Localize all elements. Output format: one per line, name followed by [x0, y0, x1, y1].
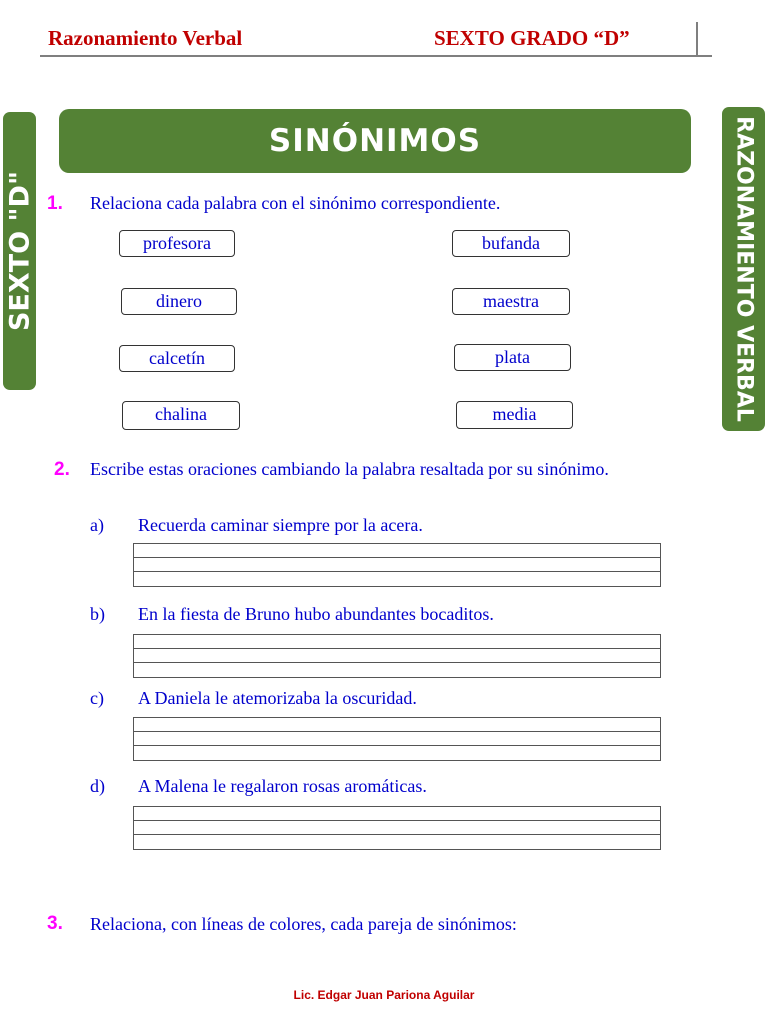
word-box-right: media — [456, 401, 573, 429]
q2-item-letter: c) — [90, 688, 104, 708]
word-box-left: profesora — [119, 230, 235, 257]
header-divider-tick — [696, 22, 698, 56]
q2-number: 2. — [54, 459, 70, 480]
q1-instruction: Relaciona cada palabra con el sinónimo correspondiente. — [90, 193, 501, 213]
footer-author: Lic. Edgar Juan Pariona Aguilar — [293, 988, 475, 1002]
side-label-right — [722, 107, 765, 431]
q2-item-sentence: A Daniela le atemorizaba la oscuridad. — [138, 688, 417, 708]
header-grade: SEXTO GRADO “D” — [434, 26, 630, 50]
q2-item-sentence: Recuerda caminar siempre por la acera. — [138, 515, 423, 535]
word-box-left: chalina — [122, 401, 240, 430]
q2-item-letter: a) — [90, 515, 104, 535]
side-label-left — [3, 112, 36, 390]
word-box-left: dinero — [121, 288, 237, 315]
word-box-right: plata — [454, 344, 571, 371]
word-box-right: bufanda — [452, 230, 570, 257]
side-label-right-text: RAZONAMIENTO VERBAL — [731, 116, 756, 422]
answer-lines[interactable] — [133, 543, 661, 587]
q2-item-letter: d) — [90, 776, 105, 796]
answer-lines[interactable] — [133, 717, 661, 761]
q2-item-sentence: A Malena le regalaron rosas aromáticas. — [138, 776, 427, 796]
q2-item-sentence: En la fiesta de Bruno hubo abundantes bocaditos. — [138, 604, 494, 624]
side-label-left-text: SEXTO "D" — [4, 170, 35, 332]
header-subject: Razonamiento Verbal — [48, 26, 243, 50]
answer-lines[interactable] — [133, 806, 661, 850]
q2-item-letter: b) — [90, 604, 105, 624]
q3-instruction: Relaciona, con líneas de colores, cada pareja de sinónimos: — [90, 914, 517, 934]
title-banner: SINÓNIMOS — [59, 109, 691, 173]
q2-instruction: Escribe estas oraciones cambiando la palabra resaltada por su sinónimo. — [90, 459, 609, 479]
header-divider — [40, 55, 712, 57]
word-box-left: calcetín — [119, 345, 235, 372]
answer-lines[interactable] — [133, 634, 661, 678]
word-box-right: maestra — [452, 288, 570, 315]
q3-number: 3. — [47, 913, 63, 934]
q1-number: 1. — [47, 193, 63, 214]
